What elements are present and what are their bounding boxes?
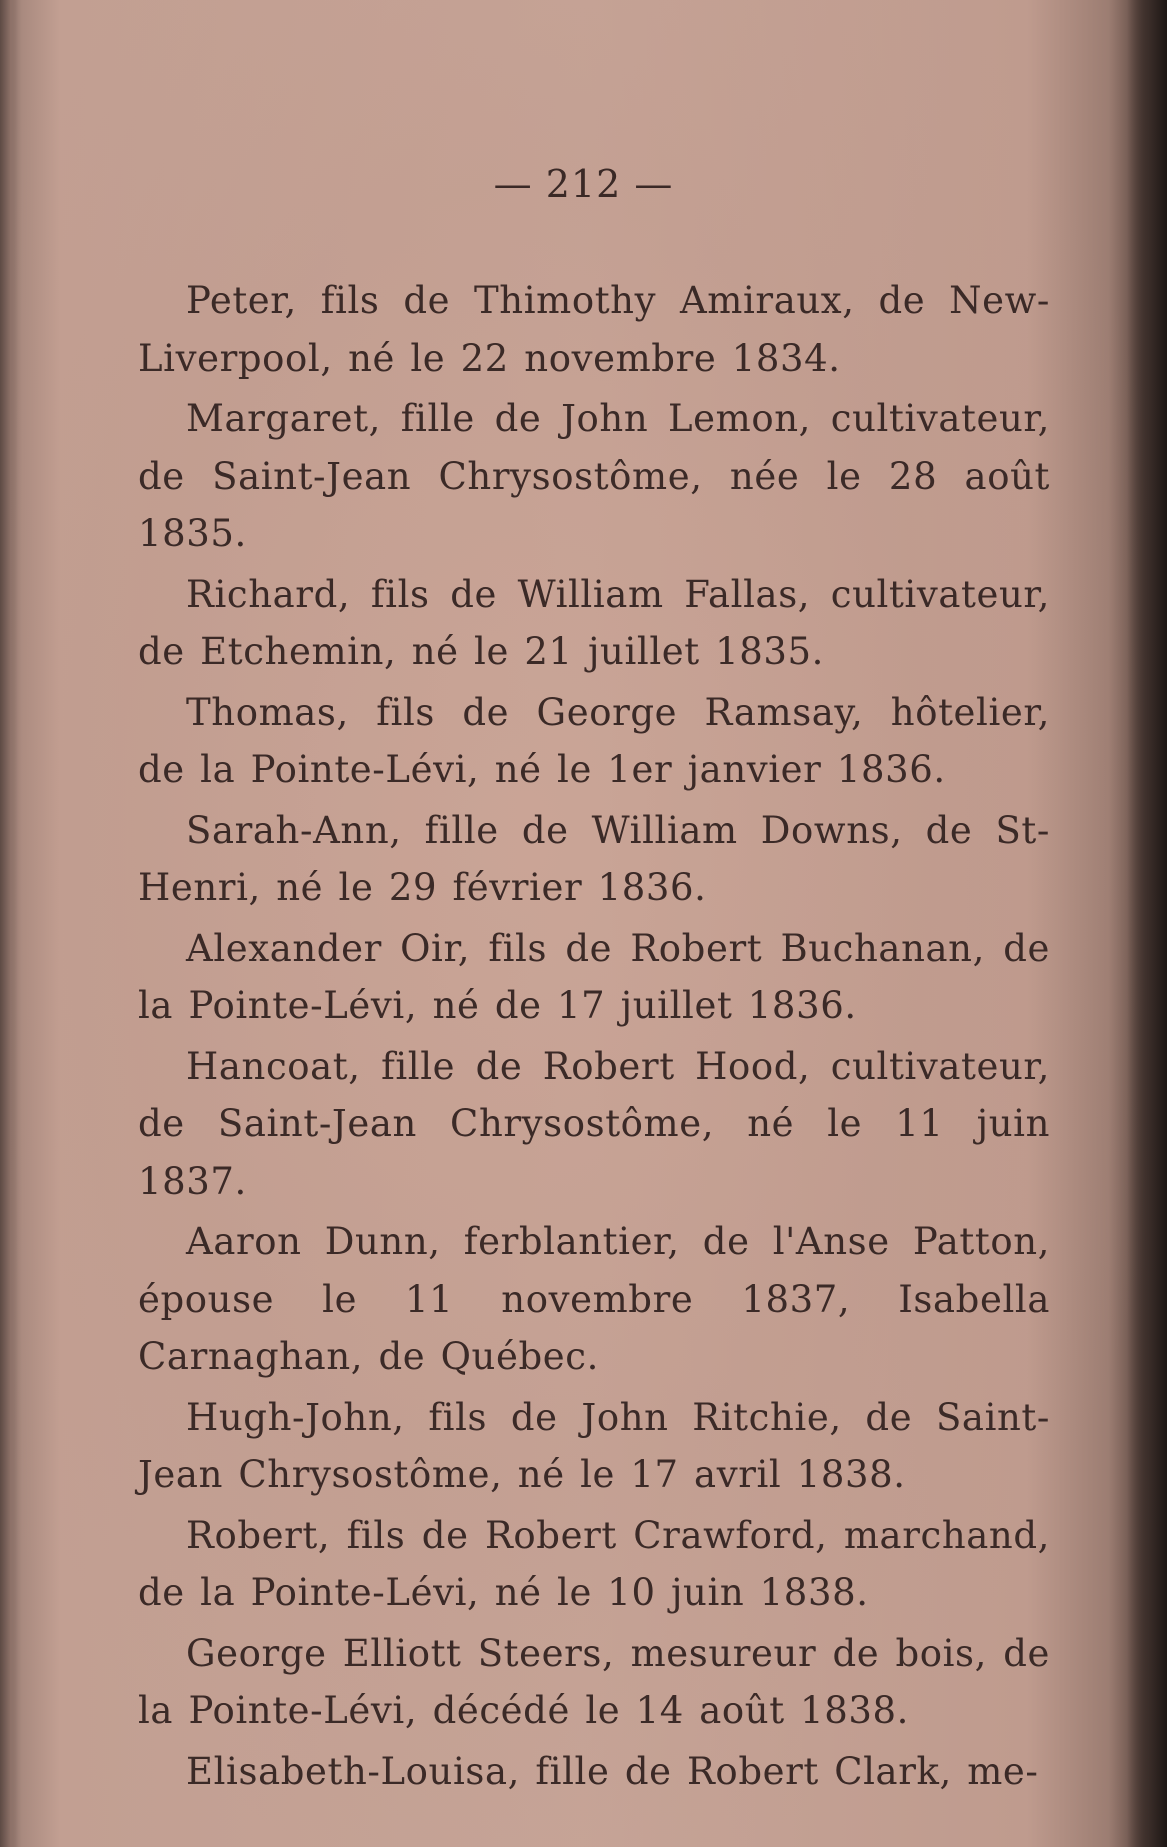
entry-sarah-ann-downs: Sarah-Ann, fille de William Downs, de St-Henri, né le 29 février 1836. xyxy=(138,808,1050,909)
page-number: — 212 — xyxy=(493,162,674,206)
entry-margaret-lemon: Margaret, fille de John Lemon, cultivateur, de Saint-Jean Chrysostôme, née le 28 août 1835. xyxy=(138,397,1050,555)
entry-alexander-oir-buchanan: Alexander Oir, fils de Robert Buchanan, de la Pointe-Lévi, né de 17 juillet 1836. xyxy=(138,926,1050,1027)
entry-george-elliott-steers: George Elliott Steers, mesureur de bois, de la Pointe-Lévi, décédé le 14 août 1838. xyxy=(138,1631,1050,1732)
entry-elisabeth-louisa-clark: Elisabeth-Louisa, fille de Robert Clark, me- xyxy=(186,1749,1039,1793)
entry-hugh-john-ritchie: Hugh-John, fils de John Ritchie, de Saint-Jean Chrysostôme, né le 17 avril 1838. xyxy=(138,1395,1050,1496)
entry-peter-amiraux: Peter, fils de Thimothy Amiraux, de New-Liverpool, né le 22 novembre 1834. xyxy=(138,279,1050,380)
entry-hancoat-hood: Hancoat, fille de Robert Hood, cultivateur, de Saint-Jean Chrysostôme, né le 11 juin 1837. xyxy=(138,1044,1050,1203)
page-left-edge-shadow xyxy=(0,0,18,1847)
entry-richard-fallas: Richard, fils de William Fallas, cultivateur, de Etchemin, né le 21 juillet 1835. xyxy=(138,572,1050,673)
entry-thomas-ramsay: Thomas, fils de George Ramsay, hôtelier, de la Pointe-Lévi, né le 1er janvier 1836. xyxy=(138,690,1050,791)
page-right-edge-shadow xyxy=(1127,0,1167,1847)
entry-aaron-dunn: Aaron Dunn, ferblantier, de l'Anse Patton, épouse le 11 novembre 1837, Isabella Carnaghan, de Québec. xyxy=(138,1220,1050,1378)
register-entries xyxy=(138,272,1050,1803)
entry-robert-crawford: Robert, fils de Robert Crawford, marchand, de la Pointe-Lévi, né le 10 juin 1838. xyxy=(138,1513,1050,1614)
